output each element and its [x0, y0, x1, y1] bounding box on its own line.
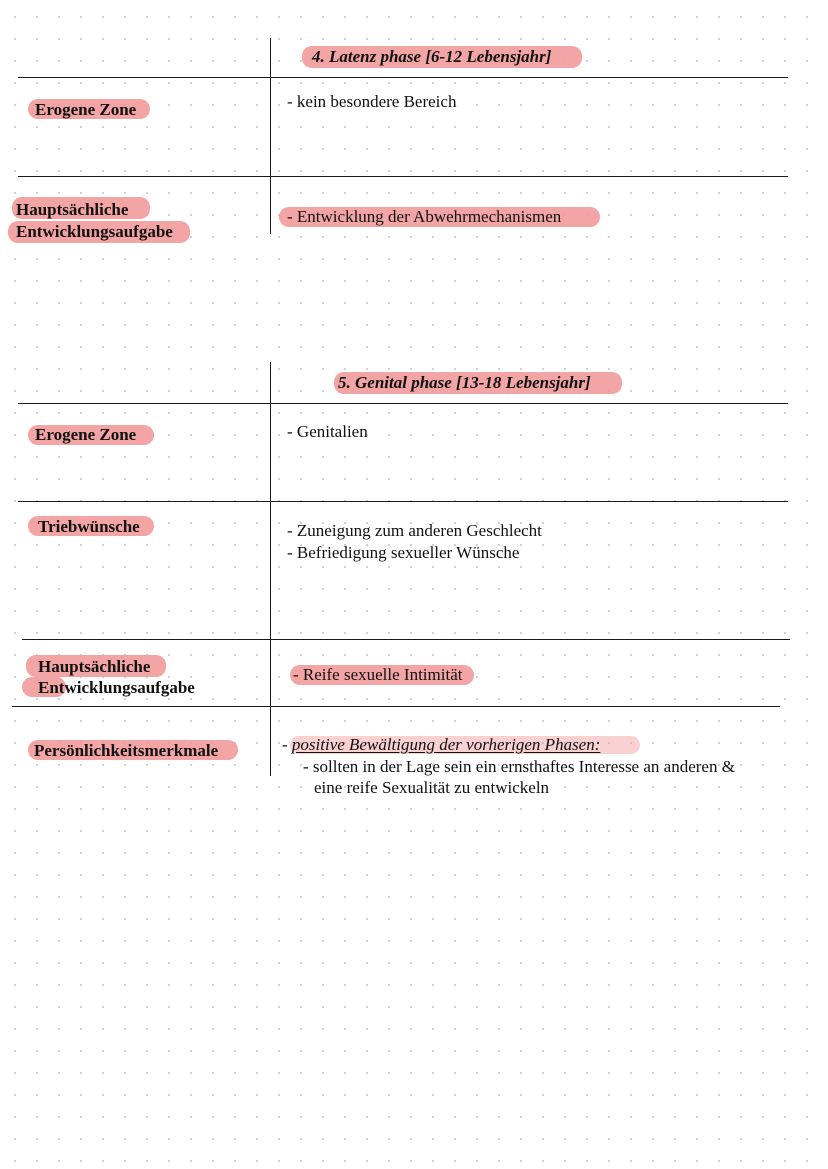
row-divider — [18, 176, 788, 177]
row-divider — [22, 639, 790, 640]
row-label-entwicklungsaufgabe-line1: Hauptsächliche — [16, 200, 129, 219]
row-divider — [12, 706, 780, 707]
dash: - — [282, 735, 292, 754]
column-divider — [270, 38, 271, 234]
heading-text: positive Bewältigung der vorherigen Phasen: — [291, 735, 601, 754]
row-value: - kein besondere Bereich — [287, 92, 457, 111]
row-divider — [18, 501, 788, 502]
row-value-heading — [282, 734, 600, 755]
column-divider — [270, 362, 271, 776]
row-label-persoenlichkeitsmerkmale: Persönlichkeitsmerkmale — [34, 741, 219, 760]
row-label-erogene-zone: Erogene Zone — [35, 425, 137, 444]
row-value: - Entwicklung der Abwehrmechanismen — [287, 207, 562, 226]
row-value: eine reife Sexualität zu entwickeln — [314, 778, 550, 797]
section-title: 4. Latenz phase [6-12 Lebensjahr] — [312, 47, 552, 66]
row-label-entwicklungsaufgabe-line2: Entwicklungsaufgabe — [16, 222, 173, 241]
row-label-erogene-zone: Erogene Zone — [35, 100, 137, 119]
row-divider — [18, 77, 788, 78]
row-value: - Zuneigung zum anderen Geschlecht — [287, 521, 542, 540]
section-title: 5. Genital phase [13-18 Lebensjahr] — [338, 373, 591, 392]
row-value: - Reife sexuelle Intimität — [293, 665, 463, 684]
row-value: - Genitalien — [287, 422, 368, 441]
row-label-triebwuensche: Triebwünsche — [38, 517, 140, 536]
row-label-entwicklungsaufgabe-line1: Hauptsächliche — [38, 657, 151, 676]
row-divider — [18, 403, 788, 404]
row-label-entwicklungsaufgabe-line2: Entwicklungsaufgabe — [38, 678, 195, 697]
row-value: - sollten in der Lage sein ein ernsthaftes Interesse an anderen & — [303, 757, 735, 776]
row-value: - Befriedigung sexueller Wünsche — [287, 543, 520, 562]
